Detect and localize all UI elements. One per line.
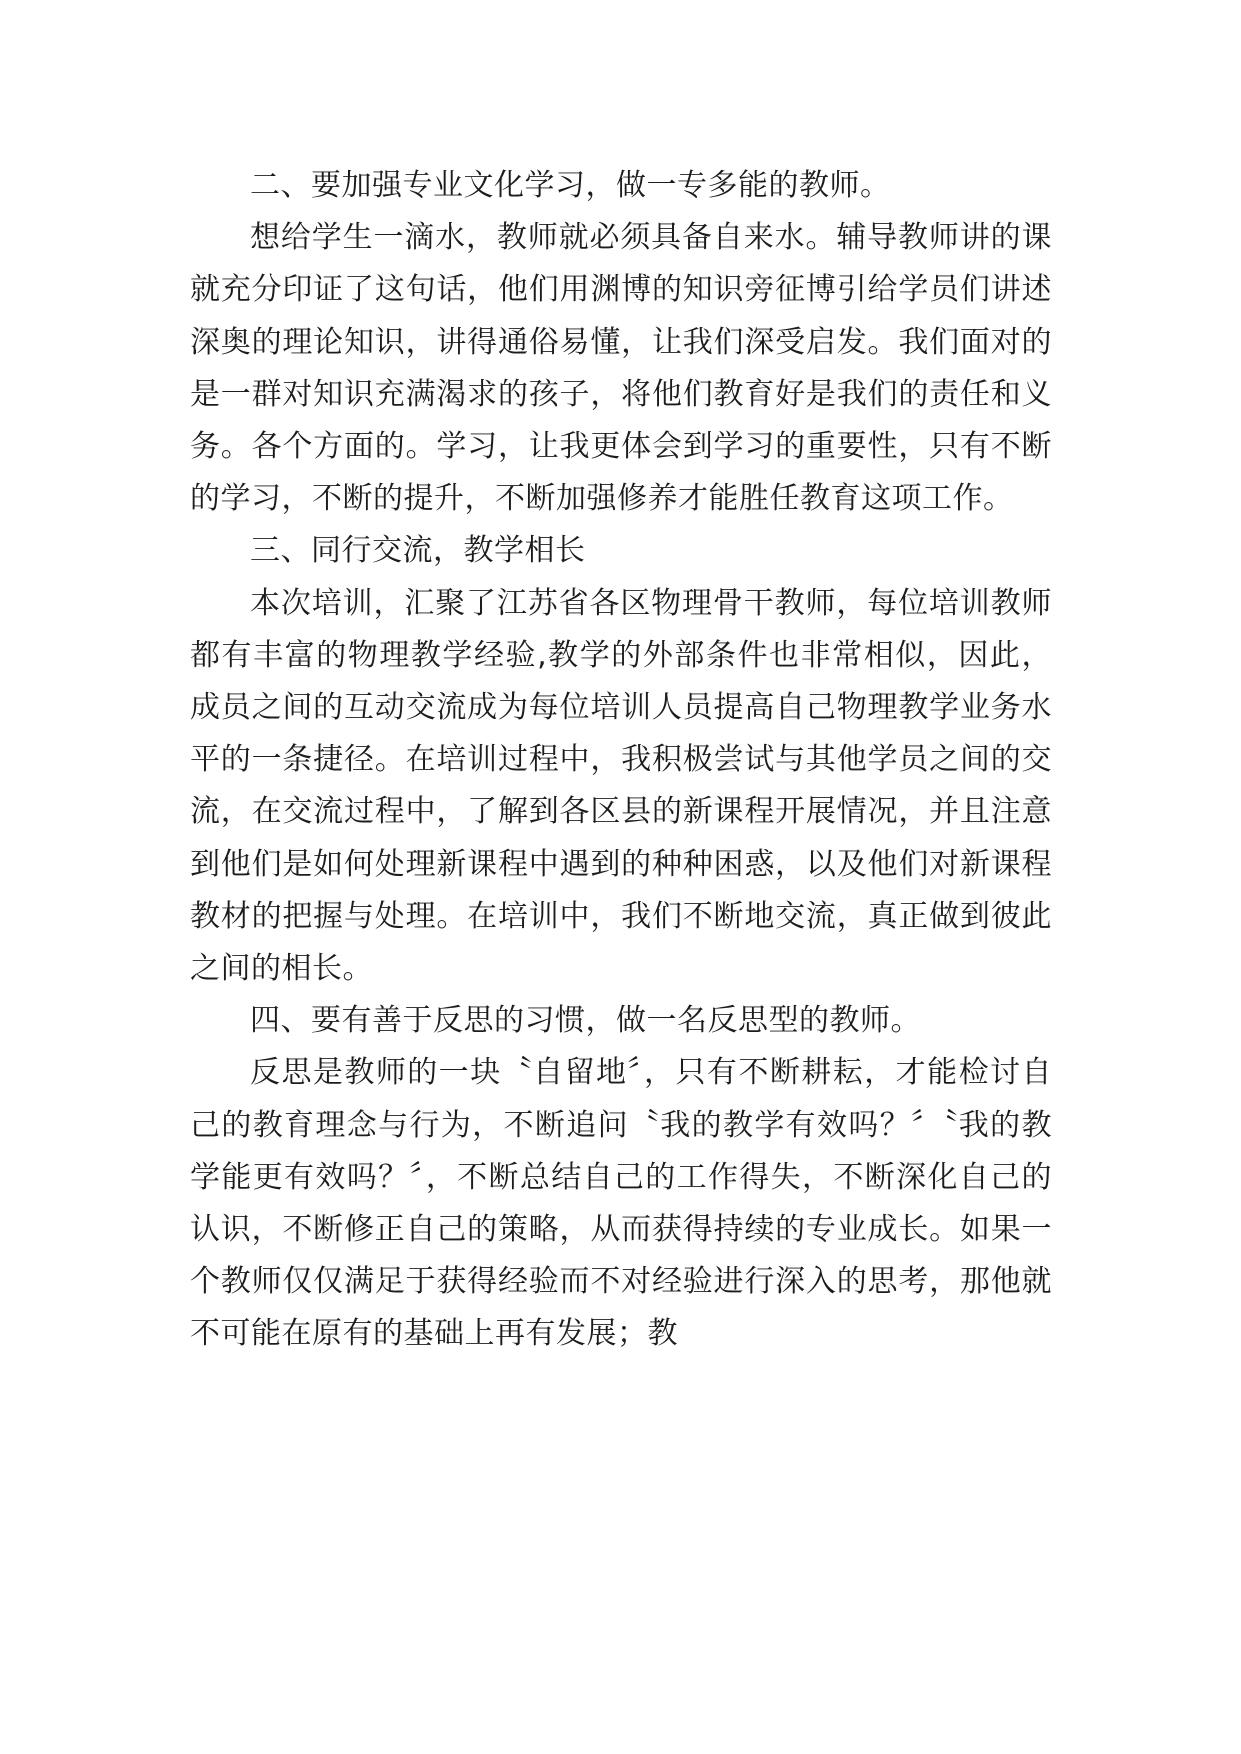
- paragraph-exchange: 本次培训，汇聚了江苏省各区物理骨干教师，每位培训教师都有丰富的物理教学经验,教学的外部条件也非常相似，因此，成员之间的互动交流成为每位培训人员提高自己物理教学业务水平的一条捷径。在培训过程中，我积极尝试与其他学员之间的交流，在交流过程中，了解到各区县的新课程开展情况，并且注意到他们是如何处理新课程中遇到的种种困惑，以及他们对新课程教材的把握与处理。在培训中，我们不断地交流，真正做到彼此之间的相长。: [190, 585, 1052, 987]
- heading-section-4: 四、要有善于反思的习惯，做一名反思型的教师。: [250, 1003, 921, 1039]
- paragraph-study: 想给学生一滴水，教师就必须具备自来水。辅导教师讲的课就充分印证了这句话，他们用渊博的知识旁征博引给学员们讲述深奥的理论知识，讲得通俗易懂，让我们深受启发。我们面对的是一群对知识充满渴求的孩子，将他们教育好是我们的责任和义务。各个方面的。学习，让我更体会到学习的重要性，只有不断的学习，不断的提升，不断加强修养才能胜任教育这项工作。: [190, 220, 1052, 517]
- heading-section-2: 二、要加强专业文化学习，做一专多能的教师。: [250, 168, 891, 203]
- body-text: [190, 160, 1052, 1361]
- heading-section-3: 三、同行交流，教学相长: [250, 533, 586, 569]
- paragraph-reflection: 反思是教师的一块〝自留地〞，只有不断耕耘，才能检讨自己的教育理念与行为，不断追问〝我的教学有效吗？〞〝我的教学能更有效吗？〞，不断总结自己的工作得失，不断深化自己的认识，不断修正自己的策略，从而获得持续的专业成长。如果一个教师仅仅满足于获得经验而不对经验进行深入的思考，那他就不可能在原有的基础上再有发展；教: [190, 1055, 1052, 1352]
